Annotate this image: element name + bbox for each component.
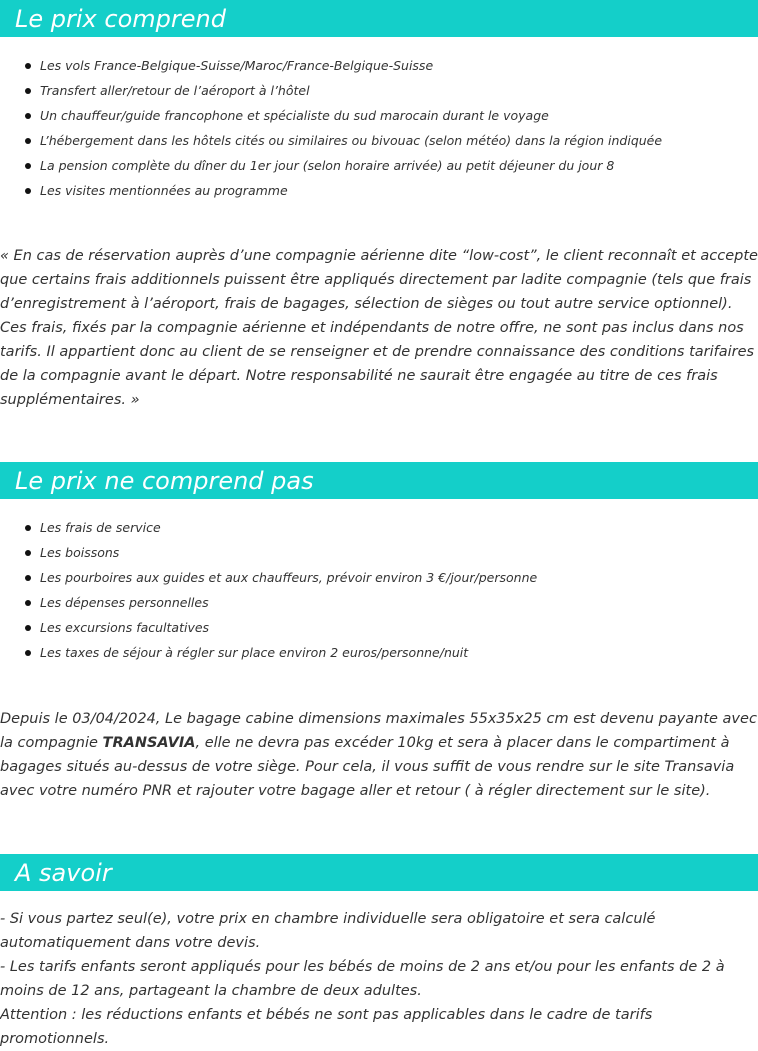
list-item: Les pourboires aux guides et aux chauffeurs, prévoir environ 3 €/jour/personne: [0, 565, 758, 590]
list-item: Les frais de service: [0, 515, 758, 540]
info-line: - Si vous partez seul(e), votre prix en chambre individuelle sera obligatoire et sera calculé automatiquement dans votre devis.: [0, 911, 656, 951]
info-line: - Les tarifs enfants seront appliqués pour les bébés de moins de 2 ans et/ou pour les enfants de 2 à moins de 12 ans, partageant la chambre de deux adultes.: [0, 959, 725, 999]
airline-name: TRANSAVIA: [102, 735, 196, 751]
lowcost-notice: « En cas de réservation auprès d’une compagnie aérienne dite “low-cost”, le client reconnaît et accepte que certains frais additionnels puissent être appliqués directement par ladite compagnie (tels que frais d’enregistrement à l’aéroport, frais de bagages, sélection de sièges ou tout autre service optionnel). Ces frais, fixés par la compagnie aérienne et indépendants de notre offre, ne sont pas inclus dans nos tarifs. Il appartient donc au client de se renseigner et de prendre connaissance des conditions tarifaires de la compagnie avant le départ. Notre responsabilité ne saurait être engagée au titre de ces frais supplémentaires. »: [0, 248, 758, 408]
section-title: Le prix comprend: [15, 4, 226, 33]
a-savoir-text: [0, 907, 758, 1051]
list-item: Les excursions facultatives: [0, 615, 758, 640]
info-line: Attention : les réductions enfants et bébés ne sont pas applicables dans le cadre de tarifs promotionnels.: [0, 1007, 653, 1047]
included-list: [0, 53, 758, 203]
list-item: Transfert aller/retour de l’aéroport à l’hôtel: [0, 78, 758, 103]
section-title: A savoir: [15, 858, 112, 887]
section-header-prix-comprend: [0, 0, 758, 37]
list-item: Les dépenses personnelles: [0, 590, 758, 615]
excluded-list: [0, 515, 758, 665]
list-item: L’hébergement dans les hôtels cités ou similaires ou bivouac (selon météo) dans la région indiquée: [0, 128, 758, 153]
list-item: Les visites mentionnées au programme: [0, 178, 758, 203]
list-item: Les vols France-Belgique-Suisse/Maroc/France-Belgique-Suisse: [0, 53, 758, 78]
section-title: Le prix ne comprend pas: [15, 466, 314, 495]
bagage-notice-text: , elle ne devra pas excéder 10kg et sera à placer dans le compartiment à bagages situés au-dessus de votre siège. Pour cela, il vous suffit de vous rendre sur le site Transavia avec votre numéro PNR et rajouter votre bagage aller et retour ( à régler directement sur le site).: [0, 735, 735, 799]
list-item: Les boissons: [0, 540, 758, 565]
bagage-notice: [0, 707, 758, 803]
section-header-a-savoir: [0, 854, 758, 891]
bagage-notice-text: Depuis le 03/04/2024, Le bagage cabine dimensions maximales 55x35x25 cm est devenu payante avec la compagnie: [0, 711, 757, 751]
list-item: La pension complète du dîner du 1er jour (selon horaire arrivée) au petit déjeuner du jour 8: [0, 153, 758, 178]
section-header-prix-ne-comprend-pas: [0, 462, 758, 499]
list-item: Un chauffeur/guide francophone et spécialiste du sud marocain durant le voyage: [0, 103, 758, 128]
list-item: Les taxes de séjour à régler sur place environ 2 euros/personne/nuit: [0, 640, 758, 665]
